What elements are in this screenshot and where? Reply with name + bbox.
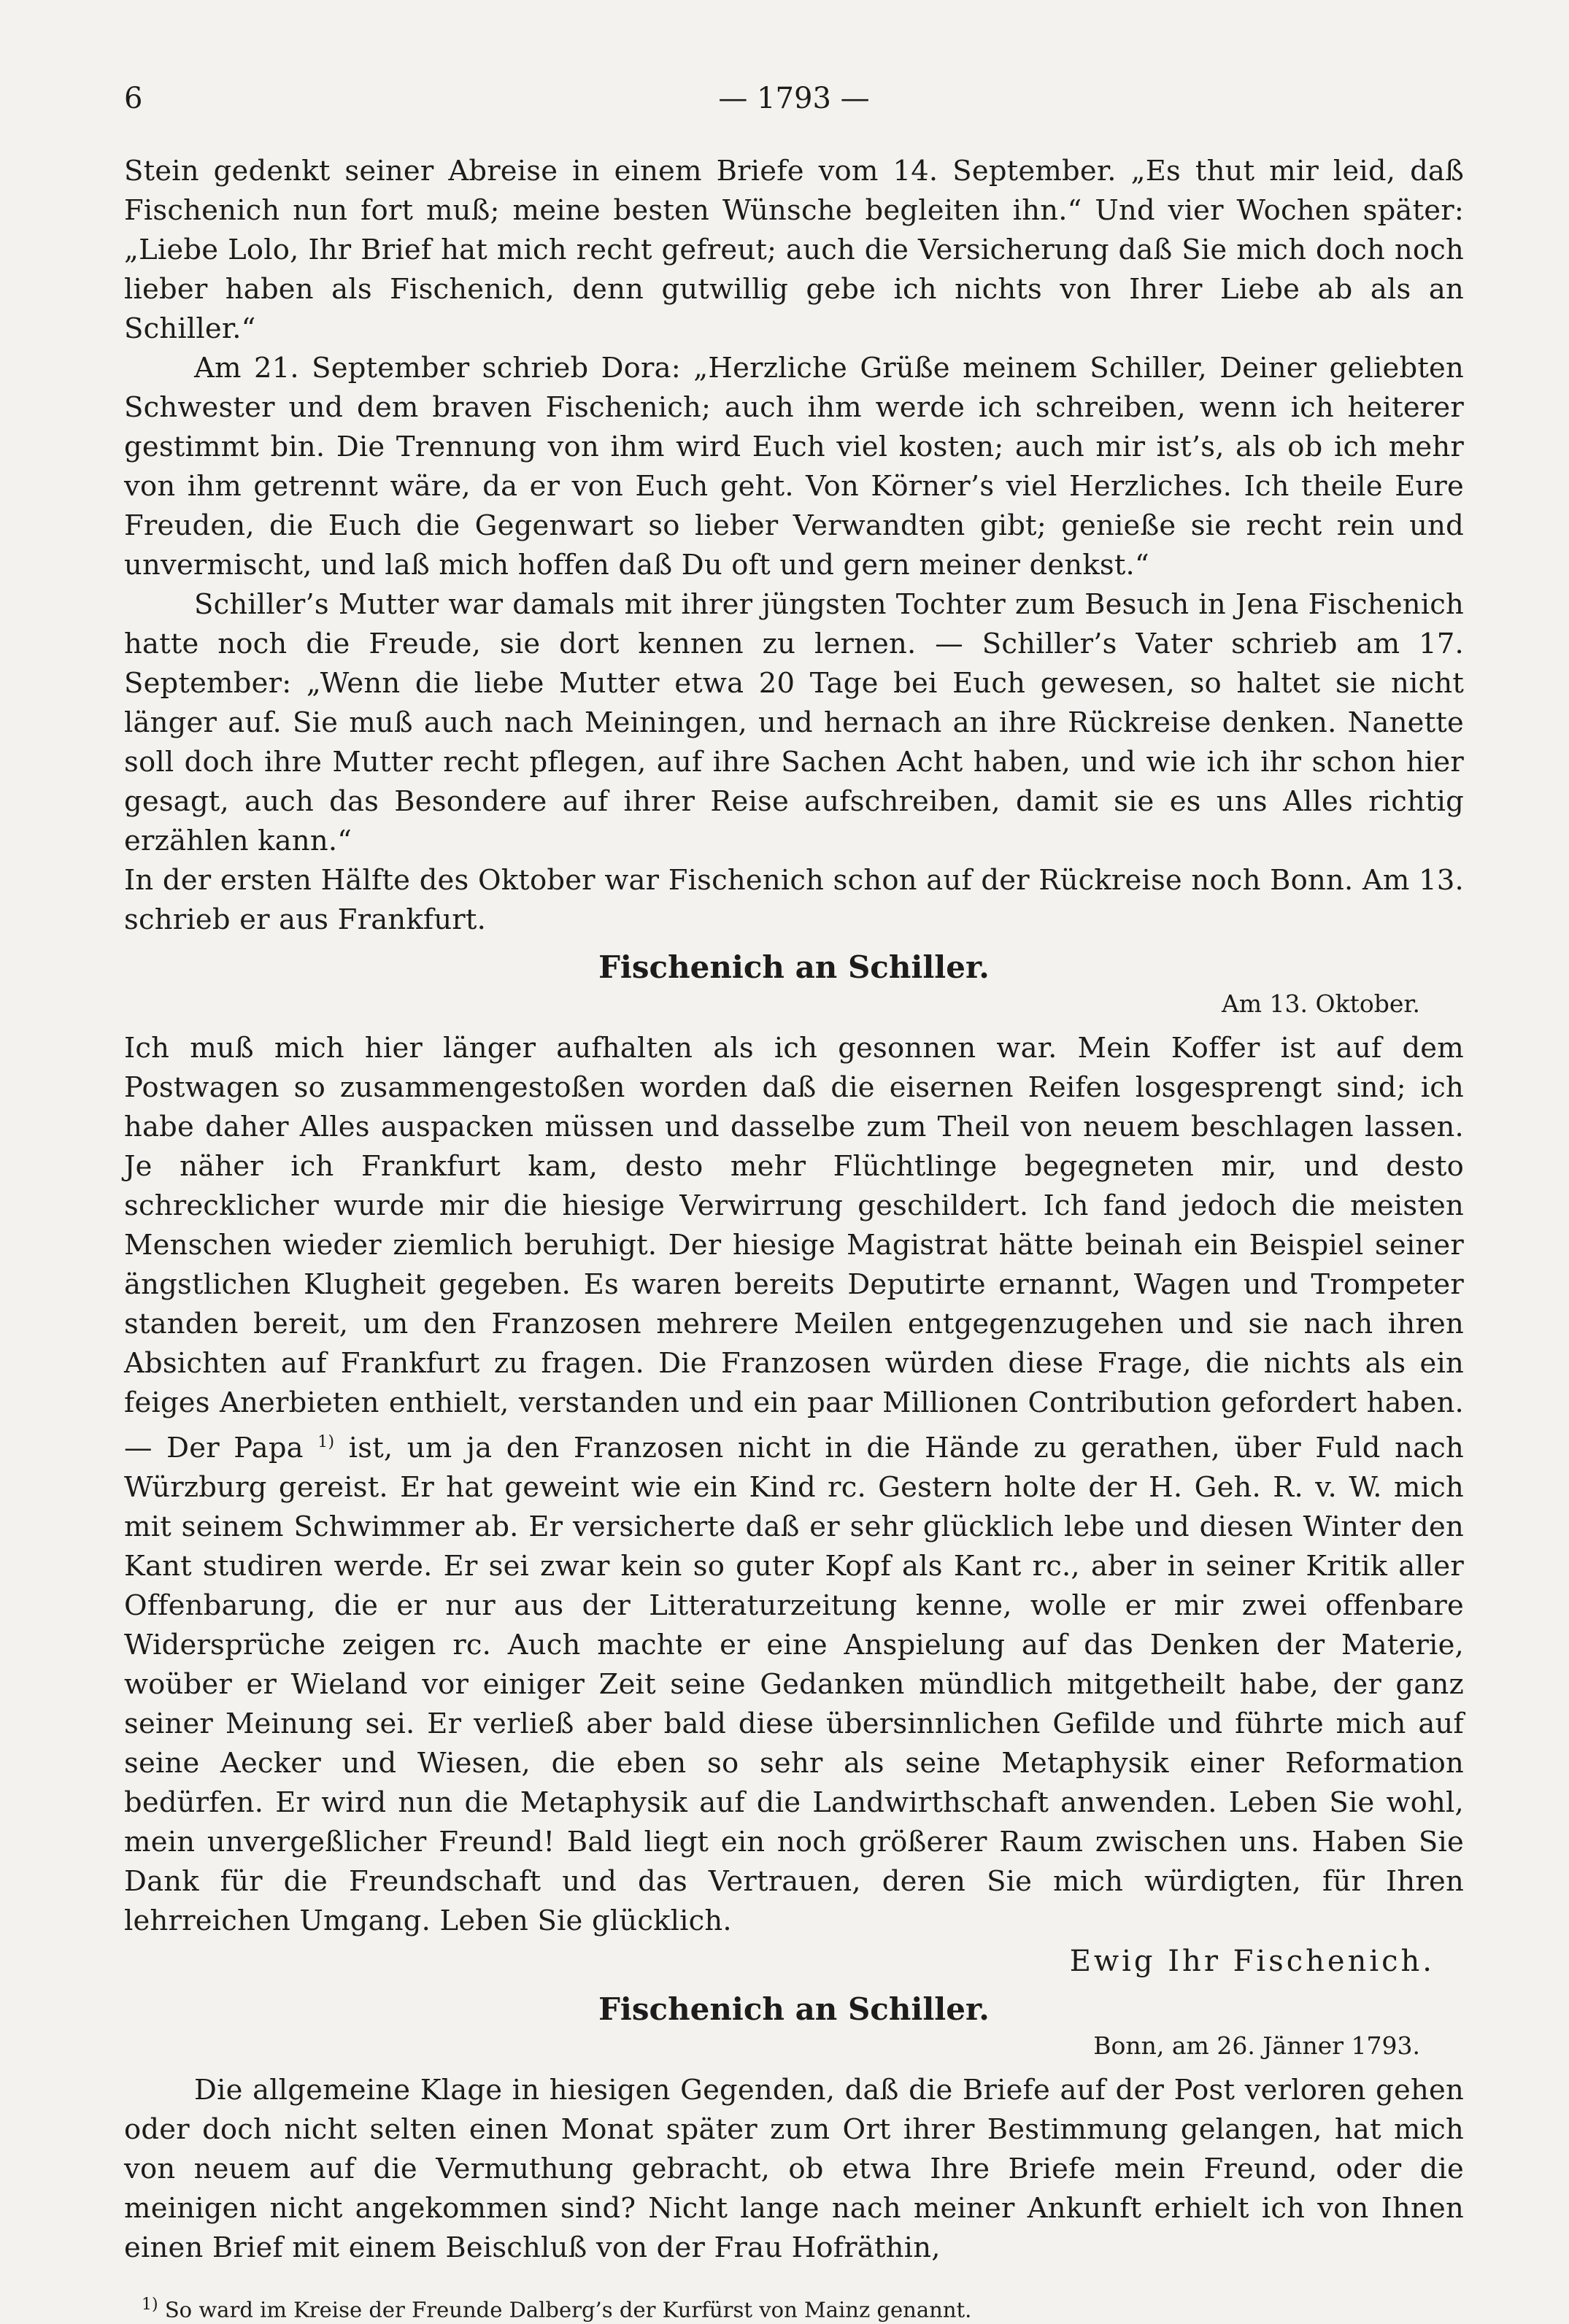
page-header <box>124 82 1464 126</box>
paragraph: In der ersten Hälfte des Oktober war Fischenich schon auf der Rückreise noch Bonn. Am 13. schrieb er aus Frankfurt. <box>124 864 1464 936</box>
page-body <box>124 152 1464 2324</box>
letter-text: Die allgemeine Klage in hiesigen Gegenden, daß die Briefe auf der Post verloren gehen oder doch nicht selten einen Monat später zum Ort ihrer Bestimmung gelangen, hat mich von neuem auf die Vermuthung gebracht, ob etwa Ihre Briefe mein Freund, oder die meinigen nicht angekommen sind? Nicht lange nach meiner Ankunft erhielt ich von Ihnen einen Brief mit einem Beischluß von der Frau Hofräthin, <box>124 2073 1464 2264</box>
letter-heading: Fischenich an Schiller. <box>598 1991 990 2027</box>
footnote-text: So ward im Kreise der Freunde Dalberg’s der Kurfürst von Mainz genannt. <box>164 2297 972 2323</box>
letter-text-part: Ich muß mich hier länger aufhalten als ich gesonnen war. Mein Koffer ist auf dem Postwagen so zusammengestoßen worden daß die eisernen Reifen losgesprengt sind; ich habe daher Alles auspacken müssen und dasselbe zum Theil von neuem beschlagen lassen. Je näher ich Frankfurt kam, desto mehr Flüchtlinge begegneten mir, und desto schrecklicher wurde mir die hiesige Verwirrung geschildert. Ich fand jedoch die meisten Menschen wieder ziemlich beruhigt. Der hiesige Magistrat hätte beinah ein Beispiel seiner ängstlichen Klugheit gegeben. Es waren bereits Deputirte ernannt, Wagen und Trompeter standen bereit, um den Franzosen mehrere Meilen entgegenzugehen und sie nach ihren Absichten auf Frankfurt zu fragen. Die Franzosen würden diese Frage, die nichts als ein feiges Anerbieten enthielt, verstanden und ein paar Millionen Contribution gefordert haben. — Der Papa <box>124 1032 1464 1464</box>
letter-dateline: Am 13. Oktober. <box>1221 989 1420 1018</box>
paragraph: Stein gedenkt seiner Abreise in einem Briefe vom 14. September. „Es thut mir leid, daß Fischenich nun fort muß; meine besten Wünsche begleiten ihn.“ Und vier Wochen später: „Liebe Lolo, Ihr Brief hat mich recht gefreut; auch die Versicherung daß Sie mich doch noch lieber haben als Fischenich, denn gutwillig gebe ich nichts von Ihrer Liebe ab als an Schiller.“ <box>124 155 1464 345</box>
letter-heading: Fischenich an Schiller. <box>598 949 990 985</box>
footnote <box>142 2290 1464 2324</box>
page-number: 6 <box>124 82 143 115</box>
letter-text-part: ist, um ja den Franzosen nicht in die Hände zu gerathen, über Fuld nach Würzburg gereist. Er hat geweint wie ein Kind rc. Gestern holte der H. Geh. R. v. W. mich mit seinem Schwimmer ab. Er versicherte daß er sehr glücklich lebe und diesen Winter den Kant studiren werde. Er sei zwar kein so guter Kopf als Kant rc., aber in seiner Kritik aller Offenbarung, die er nur aus der Litteraturzeitung kenne, wolle er mir zwei offenbare Widersprüche zeigen rc. Auch machte er eine Anspielung auf das Denken der Materie, woüber er Wieland vor einiger Zeit seine Gedanken mündlich mitgetheilt habe, der ganz seiner Meinung sei. Er verließ aber bald diese übersinnlichen Gefilde und führte mich auf seine Aecker und Wiesen, die eben so sehr als seine Metaphysik einer Reformation bedürfen. Er wird nun die Metaphysik auf die Landwirthschaft anwenden. Leben Sie wohl, mein unvergeßlicher Freund! Bald liegt ein noch größerer Raum zwischen uns. Haben Sie Dank für die Freundschaft und das Vertrauen, deren Sie mich würdigten, für Ihren lehrreichen Umgang. Leben Sie glücklich. <box>124 1431 1464 1937</box>
letter-dateline: Bonn, am 26. Jänner 1793. <box>1093 2031 1420 2060</box>
footnote-reference: 1) <box>317 1433 335 1451</box>
footnote-mark: 1) <box>142 2295 158 2314</box>
running-head-year: — 1793 — <box>718 82 870 115</box>
book-page <box>124 82 1464 2324</box>
paragraph: Schiller’s Mutter war damals mit ihrer jüngsten Tochter zum Besuch in Jena Fischenich hatte noch die Freude, sie dort kennen zu lernen. — Schiller’s Vater schrieb am 17. September: „Wenn die liebe Mutter etwa 20 Tage bei Euch gewesen, so haltet sie nicht länger auf. Sie muß auch nach Meiningen, und hernach an ihre Rückreise denken. Nanette soll doch ihre Mutter recht pflegen, auf ihre Sachen Acht haben, und wie ich ihr schon hier gesagt, auch das Besondere auf ihrer Reise aufschreiben, damit sie es uns Alles richtig erzählen kann.“ <box>124 588 1464 857</box>
footnote-divider <box>124 2282 1464 2283</box>
letter-signature: Ewig Ihr Fischenich. <box>1069 1944 1435 1978</box>
letter-text <box>124 1029 1464 1941</box>
paragraph: Am 21. September schrieb Dora: „Herzliche Grüße meinem Schiller, Deiner geliebten Schwester und dem braven Fischenich; auch ihm werde ich schreiben, wenn ich heiterer gestimmt bin. Die Trennung von ihm wird Euch viel kosten; auch mir ist’s, als ob ich mehr von ihm getrennt wäre, da er von Euch geht. Von Körner’s viel Herzliches. Ich theile Eure Freuden, die Euch die Gegenwart so lieber Verwandten gibt; genieße sie recht rein und unvermischt, und laß mich hoffen daß Du oft und gern meiner denkst.“ <box>124 352 1464 582</box>
